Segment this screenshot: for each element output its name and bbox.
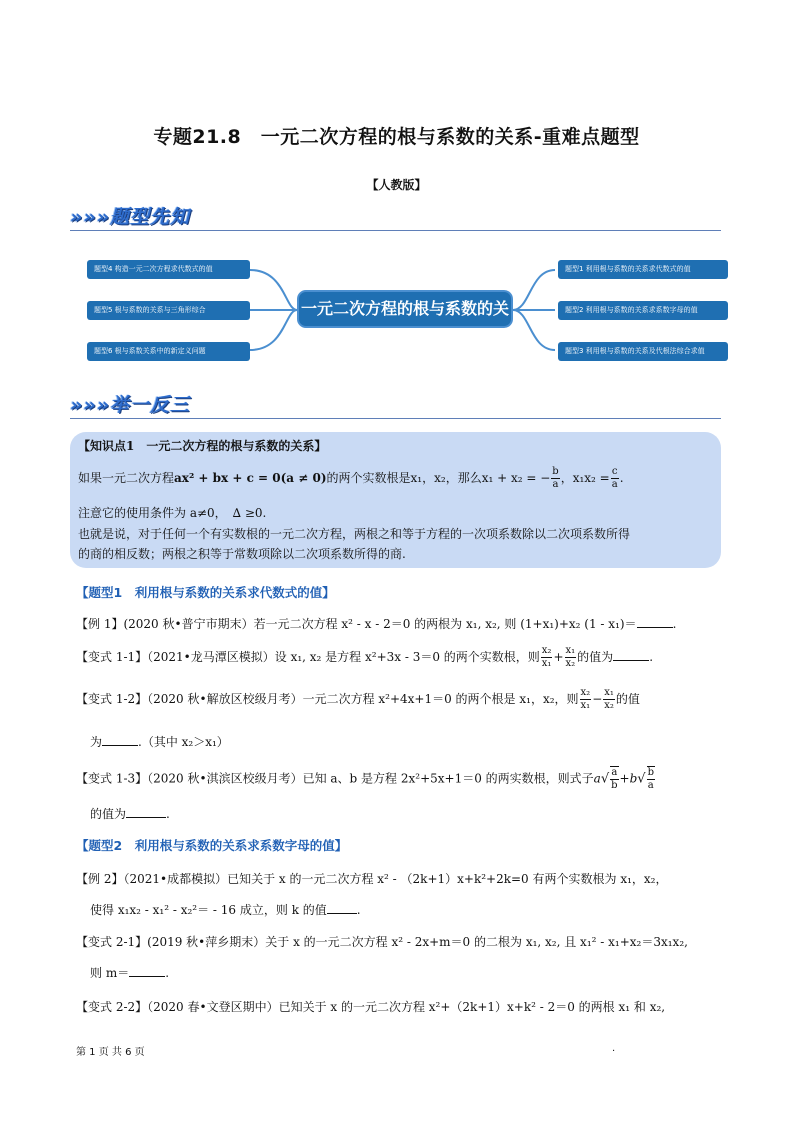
knowledge-text: 如果一元二次方程 [78,471,175,485]
fraction [541,645,553,670]
knowledge-line-2: 注意它的使用条件为 a≠0， ∆ ≥0. [78,506,267,520]
denominator: x₁ [580,700,591,711]
question-text: 使得 x₁x₂ - x₁² - x₂²＝ - 16 成立，则 k 的值 [90,903,327,917]
fraction-b-over-a [551,466,559,491]
denominator: b [611,780,618,791]
banner-question-types: »»»题型先知 [70,206,191,228]
operator: − [592,692,603,706]
answer-blank [637,616,673,628]
question-text: 为 [90,735,103,749]
denominator: a [647,780,654,791]
denominator: a [552,479,559,490]
knowledge-equation: ax² + bx + c = 0(a ≠ 0) [174,471,327,485]
mindmap-right-item: 题型1 利用根与系数的关系求代数式的值 [558,260,728,279]
question-text: 【例 1】(2020 秋•普宁市期末）若一元二次方程 x² - x - 2＝0 的两根为 x₁, x₂, 则 (1+x₁)+x₂ (1 - x₁)＝ [76,617,637,631]
question-text: 的值为 [577,650,614,664]
edition-label: 【人教版】 [366,178,427,192]
fraction [603,687,615,712]
banner-rule [70,418,721,419]
knowledge-text: ，x₁x₂ = [560,471,610,485]
numerator: x₁ [565,645,576,656]
period: . [356,903,361,917]
mindmap-left-item: 题型4 构造一元二次方程求代数式的值 [87,260,250,279]
connector-right-1 [513,270,555,310]
answer-blank [126,806,166,818]
question-text: 则 m＝ [90,966,130,980]
example-2: 【例 2】（2021•成都模拟）已知关于 x 的一元二次方程 x² - （2k+1）x+k²+2k=0 有两个实数根为 x₁，x₂， [76,872,668,886]
answer-blank [102,734,138,746]
sqrt-sign: √ [600,771,610,787]
variant-1-2 [76,687,640,712]
question-text: 的值为 [90,807,127,821]
knowledge-title: 【知识点1 一元二次方程的根与系数的关系】 [78,439,327,453]
period: . [649,650,654,664]
example-2-cont [90,901,361,918]
banner-rule [70,230,721,231]
period: . [166,807,170,821]
mindmap-right-item: 题型3 利用根与系数的关系及代根法综合求值 [558,342,728,361]
type1-heading: 【题型1 利用根与系数的关系求代数式的值】 [76,585,335,600]
knowledge-line-3: 也就是说，对于任何一个有实数根的一元二次方程，两根之和等于方程的一次项系数除以二次项系数所得 [78,527,631,541]
variant-1-3 [76,766,656,792]
answer-blank [129,965,165,977]
variant-1-2-cont [90,733,229,750]
variable: b [629,771,638,786]
variant-2-1-cont [90,964,169,981]
mindmap-left-item: 题型5 根与系数的关系与三角形综合 [87,301,250,320]
numerator: a [611,767,618,778]
numerator: x₂ [580,687,591,698]
question-text: 【变式 1-3】（2020 秋•淇滨区校级月考）已知 a、b 是方程 2x²+5x+1＝0 的两实数根，则式子 [76,771,594,786]
denominator: x₂ [604,700,614,711]
variant-2-2: 【变式 2-2】（2020 春•文登区期中）已知关于 x 的一元二次方程 x²+（2k+1）x+k² - 2＝0 的两根 x₁ 和 x₂, [76,1000,666,1014]
mindmap-center: 一元二次方程的根与系数的关系 [297,290,513,328]
example-1 [76,615,676,632]
question-text: 【变式 1-1】（2021•龙马潭区模拟）设 x₁, x₂ 是方程 x²+3x - 3＝0 的两个实数根，则 [76,650,540,664]
page-number: 第 1 页 共 6 页 [76,1047,145,1058]
sqrt-sign: √ [637,771,646,787]
page-title: 专题21.8 一元二次方程的根与系数的关系-重难点题型 [153,126,640,148]
footer-dot: . [612,1043,616,1054]
variant-2-1: 【变式 2-1】(2019 秋•萍乡期末）关于 x 的一元二次方程 x² - 2x+m＝0 的二根为 x₁, x₂, 且 x₁² - x₁+x₂＝3x₁x₂, [76,935,688,949]
operator: + [553,650,564,664]
variant-1-3-cont [90,805,170,822]
period: . [672,617,677,631]
connector-left-1 [250,270,297,310]
denominator: x₁ [541,658,552,669]
numerator: x₂ [541,645,552,656]
answer-blank [327,902,357,914]
variant-1-1 [76,645,653,670]
denominator: x₂ [565,658,576,669]
connector-right-3 [513,310,555,350]
banner-practice: »»»举一反三 [70,394,191,416]
knowledge-line-4: 的商的相反数；两根之积等于常数项除以二次项系数所得的商. [78,547,406,561]
question-text: 【变式 1-2】（2020 秋•解放区校级月考）一元二次方程 x²+4x+1＝0 的两个根是 x₁，x₂，则 [76,692,579,706]
variable: a [593,771,601,786]
operator: + [619,771,630,786]
question-text: .（其中 x₂＞x₁） [138,735,229,749]
question-text: 的值 [615,692,640,706]
period: . [165,966,170,980]
numerator: c [611,466,618,477]
type2-heading: 【题型2 利用根与系数的关系求系数字母的值】 [76,838,348,853]
fraction [565,645,577,670]
denominator: a [611,479,618,490]
knowledge-text: 的两个实数根是x₁，x₂，那么x₁ + x₂ = − [326,471,551,485]
numerator: x₁ [604,687,614,698]
numerator: b [647,767,654,778]
mindmap-left-item: 题型6 根与系数关系中的新定义问题 [87,342,250,361]
numerator: b [552,466,559,477]
fraction [580,687,592,712]
knowledge-text: . [619,471,624,485]
radical-fraction [647,766,655,792]
connector-left-3 [250,310,297,350]
answer-blank [613,649,649,661]
mindmap-right-item: 题型2 利用根与系数的关系求系数字母的值 [558,301,728,320]
radical-fraction [610,766,618,792]
knowledge-line-1 [78,466,624,491]
fraction-c-over-a [611,466,619,491]
